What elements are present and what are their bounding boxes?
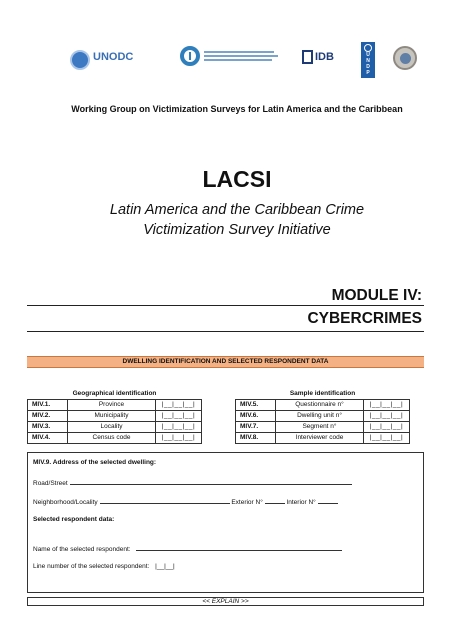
code-entry-box[interactable]: |__|__|__| [156,432,202,443]
code-entry-box[interactable]: |__|__|__| [156,399,202,410]
question-code: MIV.3. [28,421,68,432]
code-entry-box[interactable]: |__|__|__| [156,410,202,421]
working-group-heading: Working Group on Victimization Surveys for Latin America and the Caribbean [71,104,403,114]
interior-number-field[interactable] [318,497,338,504]
respondent-heading: Selected respondent data: [33,516,115,523]
question-code: MIV.4. [28,432,68,443]
module-divider-top [27,305,424,306]
question-code: MIV.5. [236,399,276,410]
module-divider-bottom [27,331,424,332]
undp-letter: D [366,63,370,70]
question-code: MIV.2. [28,410,68,421]
question-code: MIV.7. [236,421,276,432]
interior-number-label: Interior N° [286,499,316,506]
table-row [28,432,202,443]
un-emblem-icon [364,44,372,52]
subtitle-line: Latin America and the Caribbean Crime [109,202,365,218]
neighborhood-line [33,497,338,506]
module-number: MODULE IV: [331,287,422,304]
sample-identification-heading: Sample identification [236,388,410,399]
table-row [28,421,202,432]
neighborhood-field[interactable] [100,497,230,504]
oas-seal-icon [400,53,411,64]
geographical-identification-heading: Geographical identification [28,388,202,399]
idb-logo [302,50,334,64]
field-label: Interviewer code [276,432,364,443]
code-entry-box[interactable]: |__|__|__| [364,432,410,443]
respondent-name-field[interactable] [136,544,342,551]
field-label: Dwelling unit n° [276,410,364,421]
table-row [236,432,410,443]
geographical-identification-table [27,388,202,444]
exterior-number-label: Exterior N° [231,499,263,506]
road-street-label: Road/Street [33,480,68,487]
code-entry-box[interactable]: |__|__|__| [364,399,410,410]
question-code: MIV.6. [236,410,276,421]
unodc-logo-subtext [93,63,133,69]
field-label: Census code [68,432,156,443]
field-label: Municipality [68,410,156,421]
code-entry-box[interactable]: |__|__|__| [156,421,202,432]
respondent-name-label: Name of the selected respondent: [33,546,131,553]
field-label: Segment n° [276,421,364,432]
table-row [28,399,202,410]
table-row [236,399,410,410]
road-street-field[interactable] [70,478,352,485]
field-label: Questionnaire n° [276,399,364,410]
document-subtitle [0,200,474,240]
undp-letter: U [366,52,370,59]
explain-instruction: << EXPLAIN >> [27,597,424,606]
sample-identification-table [235,388,410,444]
code-entry-box[interactable]: |__|__|__| [364,421,410,432]
unodc-logo [70,50,133,70]
coe-emblem-icon [180,46,200,66]
undp-letter: P [366,69,370,76]
question-code: MIV.8. [236,432,276,443]
document-title: LACSI [202,166,272,192]
section-title-band: DWELLING IDENTIFICATION AND SELECTED RESPONDENT DATA [27,356,424,368]
exterior-number-field[interactable] [265,497,285,504]
respondent-name-line [33,544,342,553]
code-entry-box[interactable]: |__|__|__| [364,410,410,421]
oas-seal-logo [393,46,417,70]
table-row [28,410,202,421]
partner-logos [70,42,430,78]
road-street-line [33,478,352,487]
undp-letter: N [366,57,370,64]
unodc-logo-text: UNODC [93,50,134,63]
coe-logo-lettering [204,51,278,61]
address-heading: MIV.9. Address of the selected dwelling: [33,459,157,466]
respondent-line-number-line [33,563,175,570]
idb-logo-text: IDB [315,51,334,63]
table-row [236,410,410,421]
center-of-excellence-logo [180,46,278,66]
module-name: CYBERCRIMES [307,310,422,327]
subtitle-line: Victimization Survey Initiative [143,222,331,238]
table-row [236,421,410,432]
question-code: MIV.1. [28,399,68,410]
field-label: Province [68,399,156,410]
idb-mark-icon [302,50,313,64]
undp-logo [361,42,375,78]
un-globe-icon [70,50,90,70]
dwelling-address-panel [27,452,424,593]
neighborhood-label: Neighborhood/Locality [33,499,98,506]
respondent-line-number-label: Line number of the selected respondent: [33,563,150,570]
field-label: Locality [68,421,156,432]
respondent-line-number-box[interactable]: |__|__| [155,563,175,570]
